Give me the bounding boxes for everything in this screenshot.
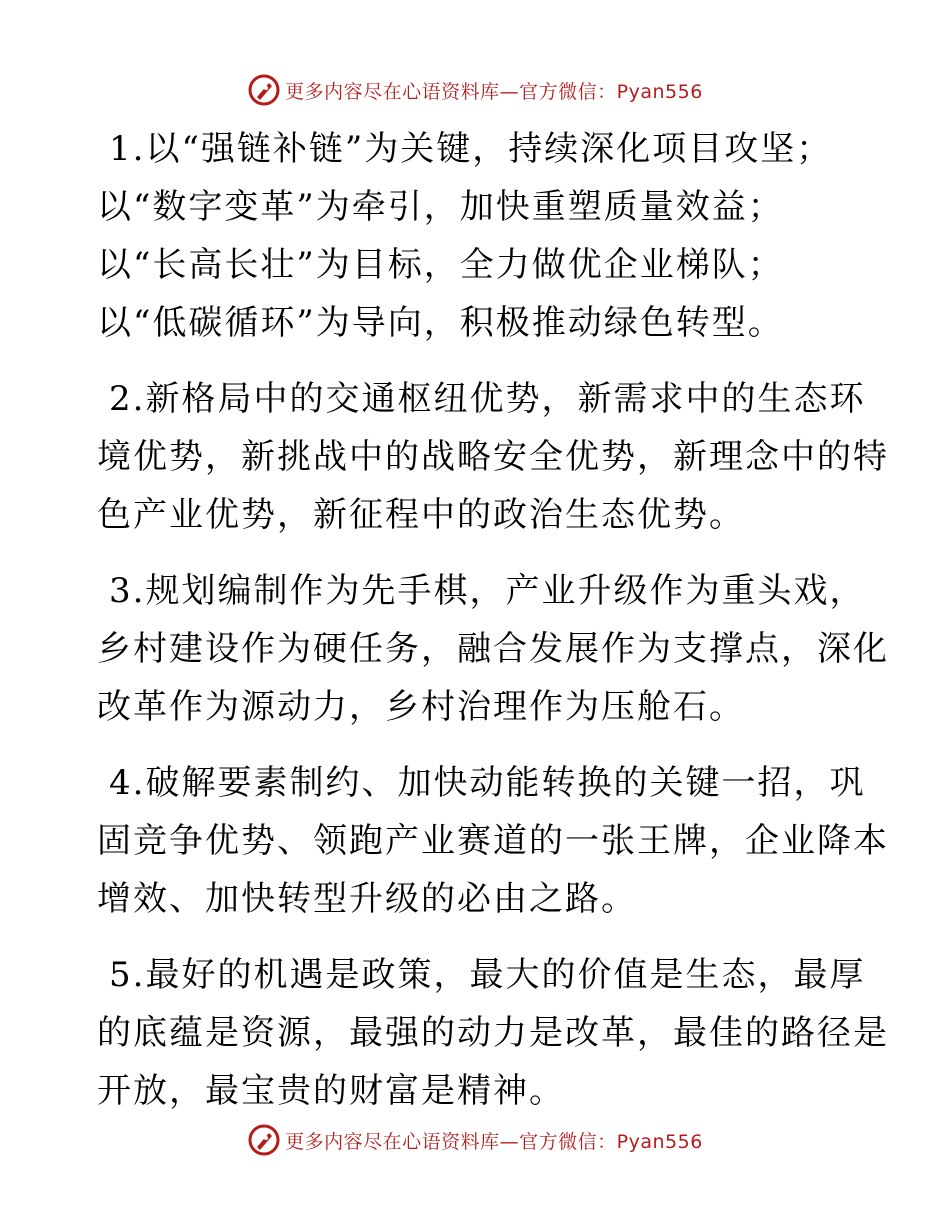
text-line: 增效、加快转型升级的必由之路。	[97, 879, 637, 919]
text-line: 5.最好的机遇是政策，最大的价值是生态，最厚	[109, 955, 866, 995]
paragraph-4	[97, 754, 889, 928]
text-line: 的底蕴是资源，最强的动力是改革，最佳的路径是	[97, 1013, 889, 1053]
pen-nib-circle-icon	[247, 1123, 281, 1157]
text-line: 4.破解要素制约、加快动能转换的关键一招，巩	[109, 763, 866, 803]
text-line: 以“低碳循环”为导向，积极推动绿色转型。	[97, 303, 784, 343]
text-line: 1.以“强链补链”为关键，持续深化项目攻坚；	[109, 129, 833, 169]
text-line: 以“长高长壮”为目标，全力做优企业梯队；	[97, 245, 784, 285]
paragraph-5	[97, 946, 889, 1120]
text-line: 固竞争优势、领跑产业赛道的一张王牌，企业降本	[97, 821, 889, 861]
text-line: 开放，最宝贵的财富是精神。	[97, 1071, 565, 1111]
text-line: 境优势，新挑战中的战略安全优势，新理念中的特	[97, 437, 889, 477]
paragraph-2	[97, 370, 889, 544]
text-line: 乡村建设作为硬任务，融合发展作为支撑点，深化	[97, 629, 889, 669]
paragraph-1	[97, 120, 857, 352]
text-line: 色产业优势，新征程中的政治生态优势。	[97, 495, 745, 535]
text-line: 改革作为源动力，乡村治理作为压舱石。	[97, 687, 745, 727]
paragraph-3	[97, 562, 889, 736]
text-line: 2.新格局中的交通枢纽优势，新需求中的生态环	[109, 379, 866, 419]
watermark-text: 更多内容尽在心语资料库—官方微信：Pyan556	[285, 80, 703, 103]
document-body	[97, 120, 889, 1138]
text-line: 3.规划编制作为先手棋，产业升级作为重头戏，	[109, 571, 866, 611]
watermark-footer	[0, 1118, 950, 1162]
pen-nib-circle-icon	[247, 73, 281, 107]
watermark-text: 更多内容尽在心语资料库—官方微信：Pyan556	[285, 1130, 703, 1153]
text-line: 以“数字变革”为牵引，加快重塑质量效益；	[97, 187, 784, 227]
watermark-header	[0, 68, 950, 112]
